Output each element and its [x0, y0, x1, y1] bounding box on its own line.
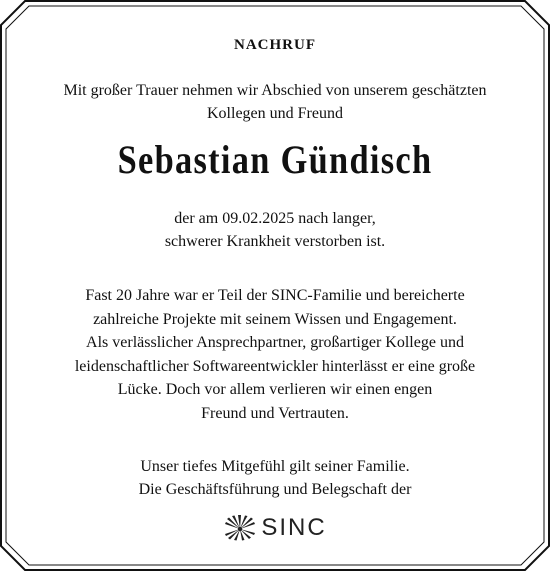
intro-text — [20, 79, 530, 125]
tribute-line: Fast 20 Jahre war er Teil der SINC-Familie und bereicherte — [85, 287, 465, 304]
notice-heading: NACHRUF — [234, 37, 316, 53]
tribute-text — [15, 284, 535, 425]
closing-line: Die Geschäftsführung und Belegschaft der — [138, 481, 412, 498]
sinc-fan-logo-icon — [223, 515, 257, 541]
intro-line: Kollegen und Freund — [207, 105, 343, 122]
tribute-line: Als verlässlicher Ansprechpartner, großartiger Kollege und — [86, 334, 464, 351]
tribute-line: Freund und Vertrauten. — [201, 404, 349, 422]
death-line: schwerer Krankheit verstorben ist. — [164, 233, 386, 250]
intro-line: Mit großer Trauer nehmen wir Abschied von unserem geschätzten — [63, 82, 487, 99]
tribute-line: leidenschaftlicher Softwareentwickler hinterlässt er eine große — [74, 357, 476, 375]
death-line: der am 09.02.2025 nach langer, — [174, 210, 376, 227]
deceased-name: Sebastian Gündisch — [117, 137, 433, 182]
tribute-line: zahlreiche Projekte mit seinem Wissen und Engagement. — [93, 310, 457, 328]
death-text — [20, 207, 530, 253]
logo-wordmark: SINC — [261, 514, 327, 541]
company-logo — [0, 513, 550, 543]
closing-line: Unser tiefes Mitgefühl gilt seiner Familie. — [140, 458, 410, 475]
tribute-line: Lücke. Doch vor allem verlieren wir einen engen — [117, 381, 433, 398]
closing-text — [20, 455, 530, 501]
